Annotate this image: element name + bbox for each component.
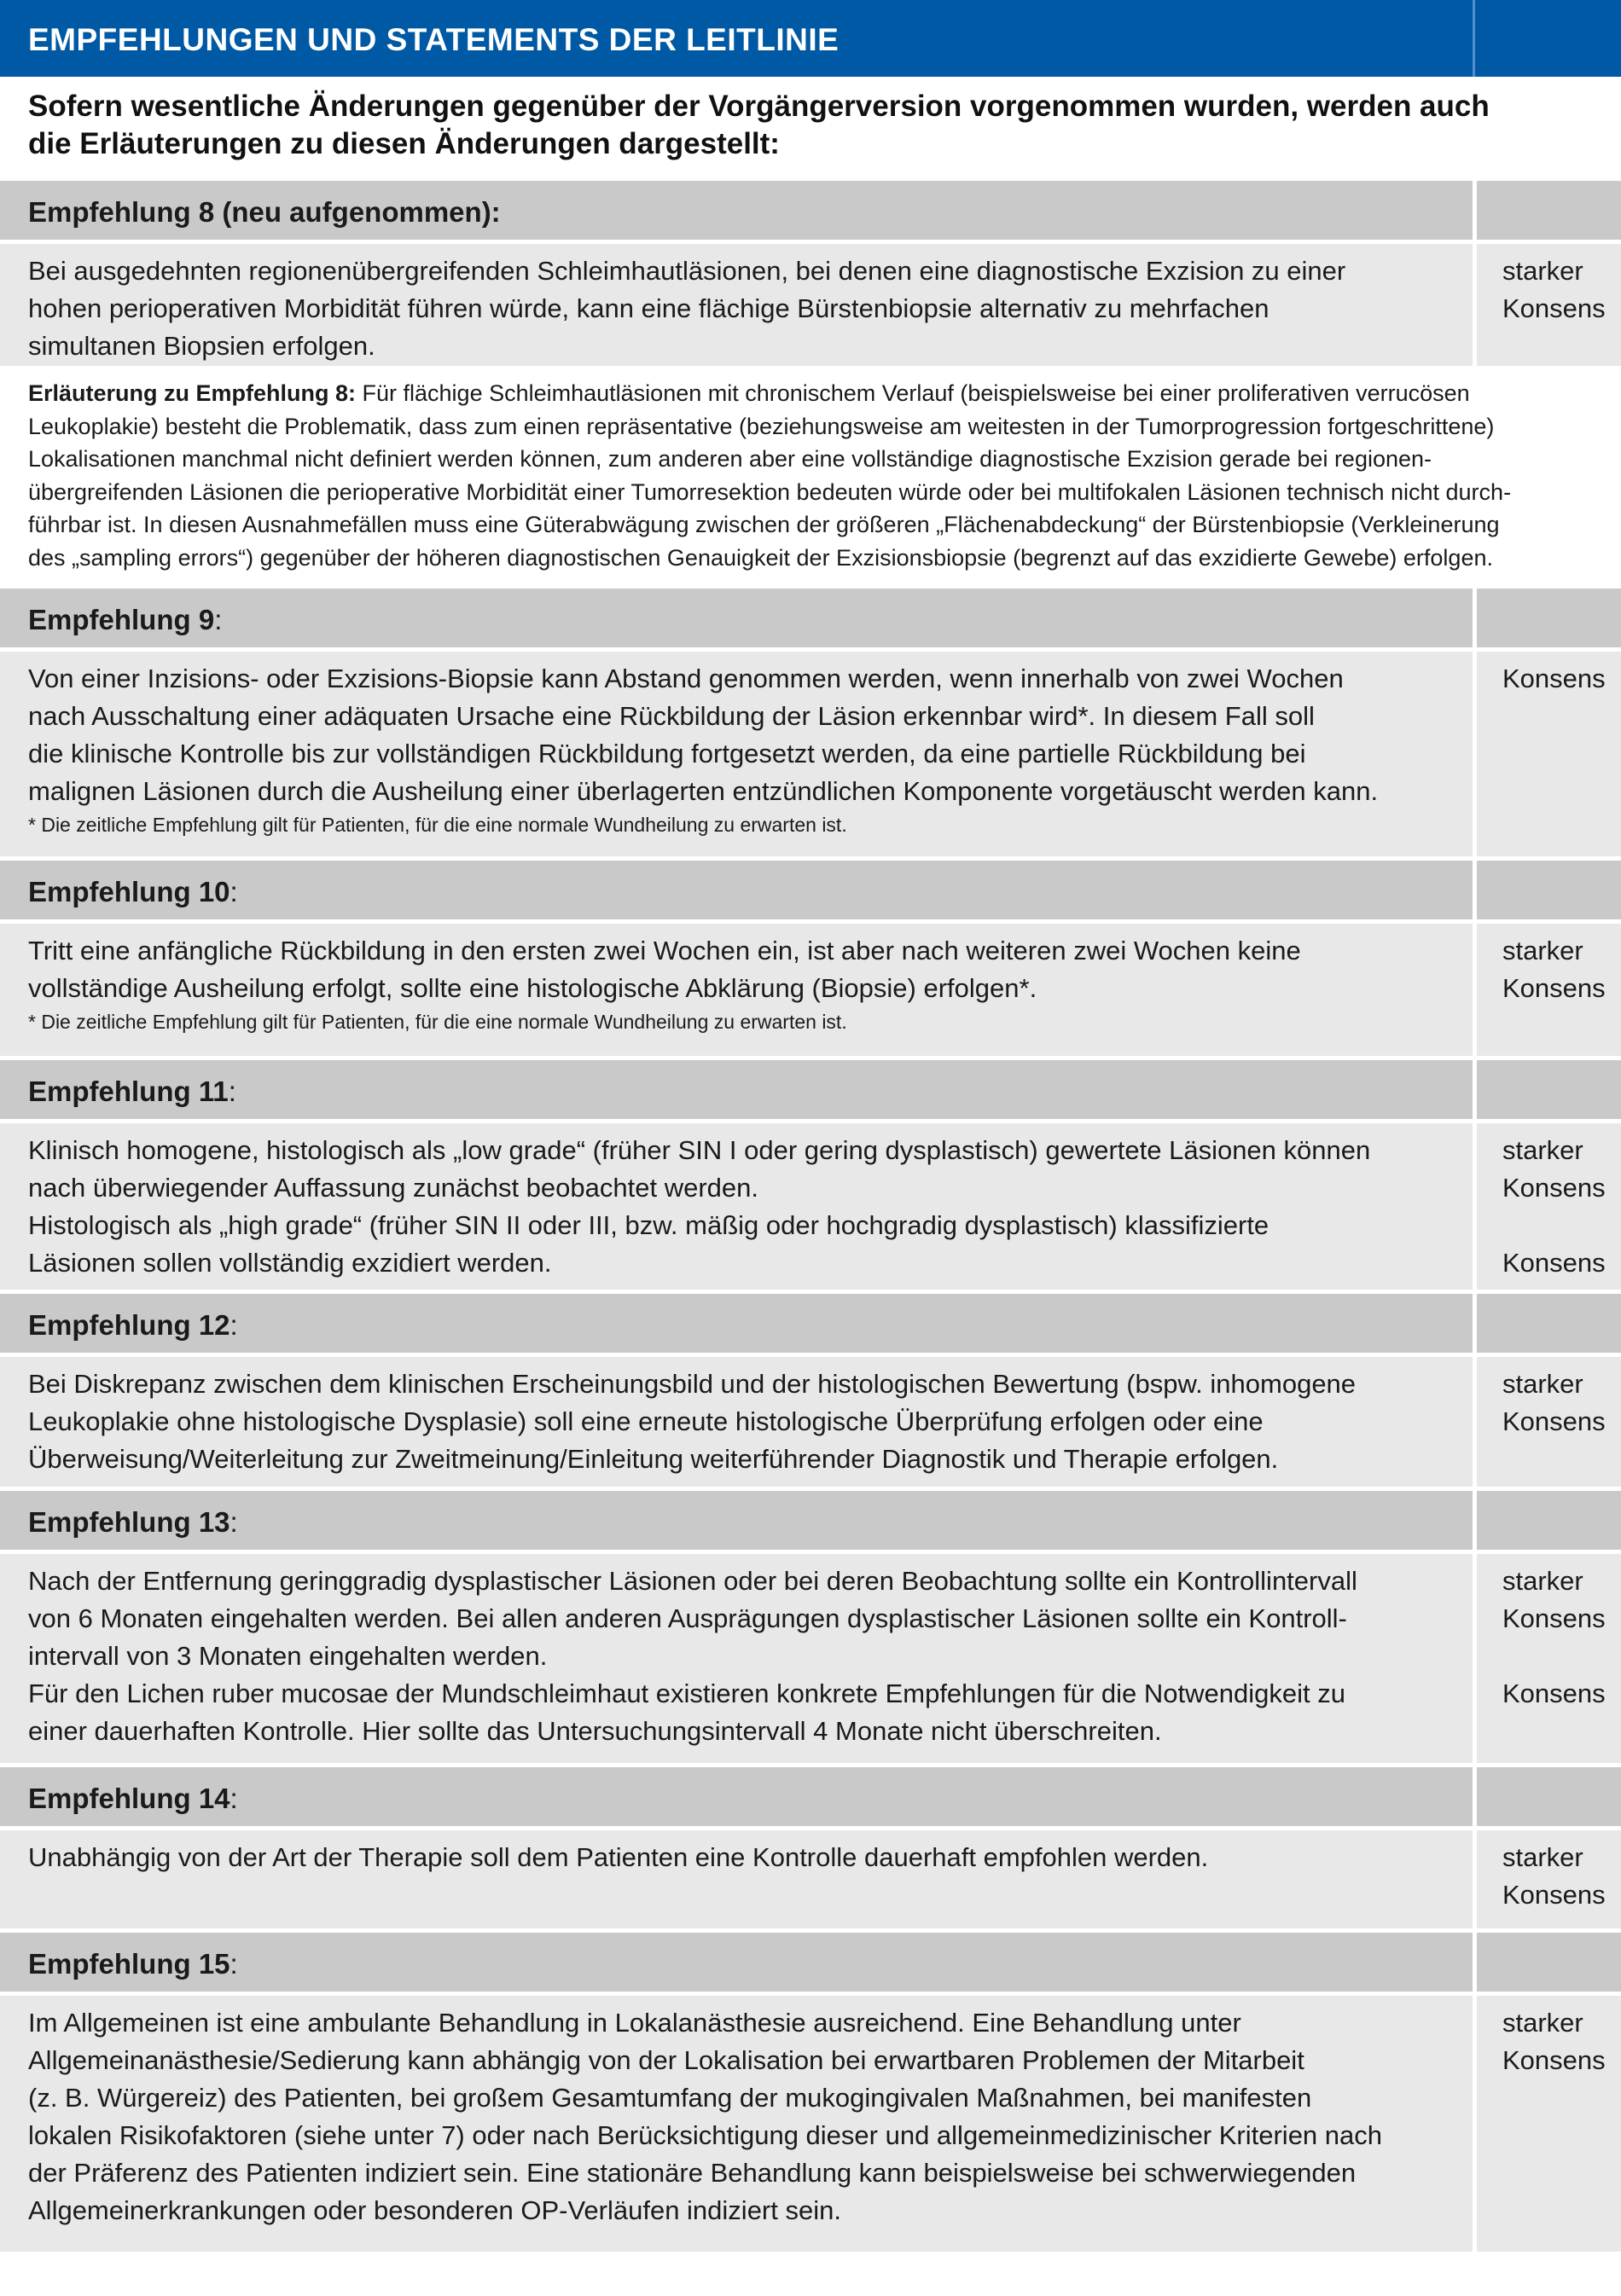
consensus-rating: starker Konsens <box>1477 244 1621 366</box>
recommendation-header-8 <box>0 181 1621 244</box>
footnote: * Die zeitliche Empfehlung gilt für Patienten, für die eine normale Wundheilung zu erwarten ist. <box>28 814 847 836</box>
recommendation-text: Leukoplakie ohne histologische Dysplasie) soll eine erneute histologische Überprüfung erfolgen oder eine <box>28 1406 1264 1436</box>
recommendation-text: Allgemeinerkrankungen oder besonderen OP-Verläufen indiziert sein. <box>28 2195 841 2225</box>
recommendation-header-12: Empfehlung 12: <box>0 1294 1621 1357</box>
recommendation-text: von 6 Monaten eingehalten werden. Bei allen anderen Ausprägungen dysplastischer Läsionen sollte ein Kontroll- <box>28 1603 1347 1633</box>
recommendation-text: simultanen Biopsien erfolgen. <box>28 331 375 361</box>
recommendation-label: Empfehlung 13 <box>28 1506 230 1538</box>
explanation-label: Erläuterung zu Empfehlung 8: <box>28 380 357 406</box>
explanation-8 <box>0 370 1621 588</box>
recommendation-text: Bei ausgedehnten regionenübergreifenden Schleimhautläsionen, bei denen eine diagnostische Exzision zu einer <box>28 256 1346 286</box>
recommendation-header-9: Empfehlung 9: <box>0 588 1621 652</box>
recommendation-text: Überweisung/Weiterleitung zur Zweitmeinung/Einleitung weiterführender Diagnostik und Therapie erfolgen. <box>28 1444 1279 1474</box>
recommendation-text: Bei Diskrepanz zwischen dem klinischen Erscheinungsbild und der histologischen Bewertung (bspw. inhomogene <box>28 1369 1357 1399</box>
recommendation-body-13 <box>0 1554 1621 1767</box>
consensus-rating: starker Konsens <box>1477 1830 1621 1928</box>
recommendation-text: Nach der Entfernung geringgradig dysplastischer Läsionen oder bei deren Beobachtung sollte ein Kontrollintervall <box>28 1566 1357 1596</box>
recommendation-label: Empfehlung 8 (neu aufgenommen): <box>28 196 501 228</box>
recommendation-text: intervall von 3 Monaten eingehalten werden. <box>28 1641 548 1671</box>
title-bar <box>0 0 1621 77</box>
consensus-rating: starker Konsens <box>1477 1357 1621 1487</box>
explanation-text: führbar ist. In diesen Ausnahmefällen muss eine Güterabwägung zwischen der größeren „Flächenabdeckung“ der Bürstenbiopsie (Verkleinerung <box>28 512 1500 537</box>
explanation-text: Leukoplakie) besteht die Problematik, dass zum einen repräsentative (beziehungsweise am weitesten in der Tumorprogression fortgeschrittene) <box>28 413 1495 439</box>
consensus-rating: starker Konsens Konsens <box>1477 1123 1621 1290</box>
recommendation-label: Empfehlung 11 <box>28 1076 229 1107</box>
recommendation-text: malignen Läsionen durch die Ausheilung einer überlagerten entzündlichen Komponente vorgetäuscht werden kann. <box>28 776 1379 806</box>
recommendation-body-9 <box>0 652 1621 861</box>
consensus-rating: starker Konsens <box>1477 1996 1621 2252</box>
recommendation-text: nach Ausschaltung einer adäquaten Ursache eine Rückbildung der Läsion erkennbar wird*. In diesem Fall soll <box>28 701 1315 731</box>
recommendation-header-15: Empfehlung 15: <box>0 1933 1621 1996</box>
recommendation-header-14: Empfehlung 14: <box>0 1767 1621 1830</box>
explanation-text: Für flächige Schleimhautläsionen mit chronischem Verlauf (beispielsweise bei einer proliferativen verrucösen <box>356 380 1470 406</box>
recommendation-label: Empfehlung 9 <box>28 604 215 635</box>
recommendation-body-12 <box>0 1357 1621 1491</box>
recommendation-label: Empfehlung 14 <box>28 1783 230 1814</box>
explanation-text: des „sampling errors“) gegenüber der höheren diagnostischen Genauigkeit der Exzisionsbiopsie (begrenzt auf das exzidierte Gewebe) erfolgen. <box>28 544 1493 571</box>
recommendation-text: (z. B. Würgereiz) des Patienten, bei großem Gesamtumfang der mukogingivalen Maßnahmen, bei manifesten <box>28 2083 1312 2113</box>
recommendation-text: nach überwiegender Auffassung zunächst beobachtet werden. <box>28 1173 758 1203</box>
recommendation-text: vollständige Ausheilung erfolgt, sollte eine histologische Abklärung (Biopsie) erfolgen*. <box>28 973 1037 1003</box>
recommendation-text: Im Allgemeinen ist eine ambulante Behandlung in Lokalanästhesie ausreichend. Eine Behandlung unter <box>28 2008 1241 2038</box>
recommendation-label: Empfehlung 12 <box>28 1309 230 1341</box>
intro-line: die Erläuterungen zu diesen Änderungen dargestellt: <box>28 127 780 160</box>
recommendation-label: Empfehlung 10 <box>28 876 230 907</box>
recommendation-label: Empfehlung 15 <box>28 1948 230 1980</box>
recommendation-text: Läsionen sollen vollständig exzidiert werden. <box>28 1248 552 1278</box>
recommendation-text: Unabhängig von der Art der Therapie soll dem Patienten eine Kontrolle dauerhaft empfohlen werden. <box>28 1842 1209 1872</box>
recommendation-text: einer dauerhaften Kontrolle. Hier sollte das Untersuchungsintervall 4 Monate nicht überschreiten. <box>28 1716 1162 1746</box>
recommendation-text: Von einer Inzisions- oder Exzisions-Biopsie kann Abstand genommen werden, wenn innerhalb von zwei Wochen <box>28 664 1344 693</box>
title-bar-side <box>1473 0 1621 77</box>
recommendation-text: Klinisch homogene, histologisch als „low grade“ (früher SIN I oder gering dysplastisch) gewertete Läsionen können <box>28 1135 1371 1165</box>
explanation-text: übergreifenden Läsionen die perioperative Morbidität einer Tumorresektion bedeuten würde oder bei multifokalen Läsionen technisch nicht durch- <box>28 478 1512 505</box>
recommendation-text: lokalen Risikofaktoren (siehe unter 7) oder nach Berücksichtigung dieser und allgemeinmedizinischer Kriterien nach <box>28 2120 1383 2150</box>
intro <box>0 77 1621 181</box>
recommendation-text: Histologisch als „high grade“ (früher SIN II oder III, bzw. mäßig oder hochgradig dysplastisch) klassifizierte <box>28 1210 1269 1240</box>
recommendation-body-11 <box>0 1123 1621 1294</box>
intro-line: Sofern wesentliche Änderungen gegenüber der Vorgängerversion vorgenommen wurden, werden auch <box>28 90 1490 123</box>
recommendation-body-15 <box>0 1996 1621 2252</box>
recommendation-header-11: Empfehlung 11: <box>0 1060 1621 1123</box>
recommendation-header-10: Empfehlung 10: <box>0 861 1621 924</box>
recommendation-text: hohen perioperativen Morbidität führen würde, kann eine flächige Bürstenbiopsie alternativ zu mehrfachen <box>28 293 1269 323</box>
consensus-rating: starker Konsens Konsens <box>1477 1554 1621 1763</box>
recommendation-text: Allgemeinanästhesie/Sedierung kann abhängig von der Lokalisation bei erwartbaren Problemen der Mitarbeit <box>28 2045 1304 2075</box>
footnote: * Die zeitliche Empfehlung gilt für Patienten, für die eine normale Wundheilung zu erwarten ist. <box>28 1011 847 1033</box>
recommendation-text: Für den Lichen ruber mucosae der Mundschleimhaut existieren konkrete Empfehlungen für die Notwendigkeit zu <box>28 1679 1345 1708</box>
consensus-rating: starker Konsens <box>1477 924 1621 1056</box>
recommendation-text: der Präferenz des Patienten indiziert sein. Eine stationäre Behandlung kann beispielsweise bei schwerwiegenden <box>28 2158 1357 2188</box>
recommendation-body-10 <box>0 924 1621 1060</box>
explanation-text: Lokalisationen manchmal nicht definiert werden können, zum anderen aber eine vollständige diagnostische Exzision gerade bei regionen- <box>28 446 1432 472</box>
consensus-rating: Konsens <box>1477 652 1621 856</box>
recommendation-body-8 <box>0 244 1621 370</box>
recommendation-header-13: Empfehlung 13: <box>0 1491 1621 1554</box>
recommendation-text: Tritt eine anfängliche Rückbildung in den ersten zwei Wochen ein, ist aber nach weiteren zwei Wochen keine <box>28 936 1301 965</box>
page-title: EMPFEHLUNGEN UND STATEMENTS DER LEITLINIE <box>0 0 1473 77</box>
recommendation-text: die klinische Kontrolle bis zur vollständigen Rückbildung fortgesetzt werden, da eine partielle Rückbildung bei <box>28 739 1306 768</box>
recommendation-body-14 <box>0 1830 1621 1933</box>
